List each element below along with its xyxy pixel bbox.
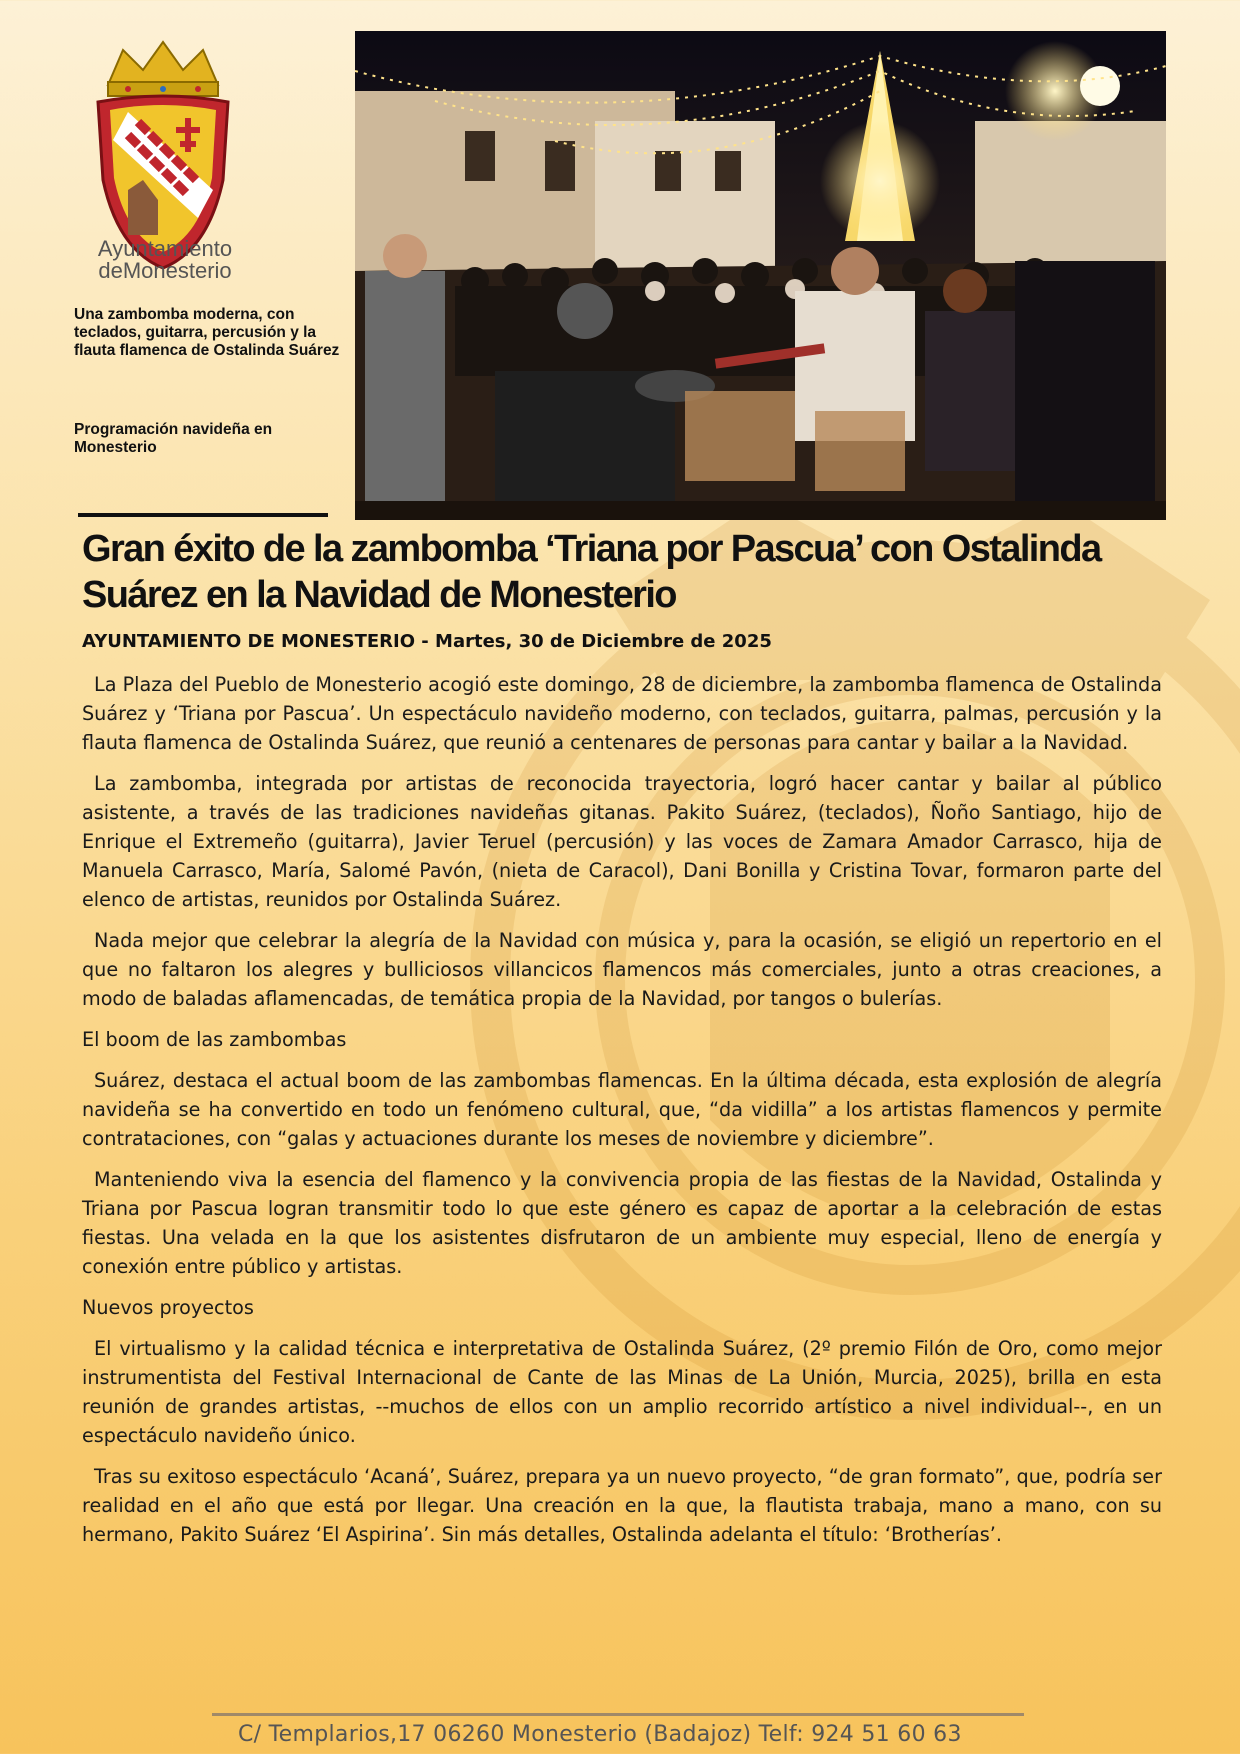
footer-address: C/ Templarios,17 06260 Monesterio (Badajoz) Telf: 924 51 60 63 — [238, 1722, 962, 1747]
article-photo — [355, 31, 1166, 520]
footer-divider — [212, 1713, 1024, 1716]
logo-wordmark — [80, 238, 250, 282]
logo-line2: deMonesterio — [98, 258, 232, 283]
paragraph-4: Suárez, destaca el actual boom de las zambombas flamencas. En la última década, esta explosión de alegría navideña se ha convertido en todo un fenómeno cultural, que, “da vidilla” a los artistas flamencos y permite contrataciones, con “galas y actuaciones durante los meses de noviembre y diciembre”. — [82, 1069, 1162, 1150]
paragraph-6: El virtualismo y la calidad técnica e interpretativa de Ostalinda Suárez, (2º premio Filón de Oro, como mejor instrumentista del Festival Internacional de Cante de las Minas de La Unión, Murcia, 2025), brilla en esta reunión de grandes artistas, --muchos de ellos con un amplio recorrido artístico a nivel individual--, en un espectáculo navideño único. — [82, 1337, 1162, 1447]
paragraph-7: Tras su exitoso espectáculo ‘Acaná’, Suárez, prepara ya un nuevo proyecto, “de gran formato”, que, podría ser realidad en el año que está por llegar. Una creación en la que, la flautista trabaja, mano a mano, con su hermano, Pakito Suárez ‘El Aspirina’. Sin más detalles, Ostalinda adelanta el título: ‘Brotherías’. — [82, 1465, 1162, 1546]
subheading-nuevos: Nuevos proyectos — [82, 1296, 254, 1319]
photo-caption: Una zambomba moderna, con teclados, guitarra, percusión y la flauta flamenca de Ostalinda Suárez — [74, 306, 340, 359]
article-title: Gran éxito de la zambomba ‘Triana por Pascua’ con Ostalinda Suárez en la Navidad de Monesterio — [82, 528, 1101, 616]
paragraph-2: La zambomba, integrada por artistas de reconocida trayectoria, logró hacer cantar y bailar al público asistente, a través de las tradiciones navideñas gitanas. Pakito Suárez, (teclados), Ñoño Santiago, hijo de Enrique el Extremeño (guitarra), Javier Teruel (percusión) y las voces de Zamara Amador Carrasco, hija de Manuela Carrasco, María, Salomé Pavón, (nieta de Caracol), Dani Bonilla y Cristina Tovar, formaron parte del elenco de artistas, reunidos por Ostalinda Suárez. — [82, 772, 1162, 911]
article-byline: AYUNTAMIENTO DE MONESTERIO - Martes, 30 de Diciembre de 2025 — [82, 631, 772, 652]
section-caption: Programación navideña en Monesterio — [74, 421, 273, 456]
logo-line1: Ayuntamiento — [97, 236, 233, 261]
article-body — [82, 670, 1162, 1561]
paragraph-1: La Plaza del Pueblo de Monesterio acogió este domingo, 28 de diciembre, la zambomba flamenca de Ostalinda Suárez y ‘Triana por Pascua’. Un espectáculo navideño moderno, con teclados, guitarra, palmas, percusión y la flauta flamenca de Ostalinda Suárez, que reunió a centenares de personas para cantar y bailar a la Navidad. — [82, 673, 1162, 754]
subheading-boom: El boom de las zambombas — [82, 1028, 347, 1051]
paragraph-3: Nada mejor que celebrar la alegría de la Navidad con música y, para la ocasión, se eligió un repertorio en el que no faltaron los alegres y bulliciosos villancicos flamencos más comerciales, junto a otras creaciones, a modo de baladas aflamencadas, de temática propia de la Navidad, por tangos o bulerías. — [82, 929, 1162, 1010]
paragraph-5: Manteniendo viva la esencia del flamenco y la convivencia propia de las fiestas de la Navidad, Ostalinda y Triana por Pascua logran transmitir todo lo que este género es capaz de aportar a la celebración de estas fiestas. Una velada en la que los asistentes disfrutaron de un ambiente muy especial, lleno de energía y conexión entre público y artistas. — [82, 1168, 1162, 1278]
caption-divider — [78, 513, 328, 517]
